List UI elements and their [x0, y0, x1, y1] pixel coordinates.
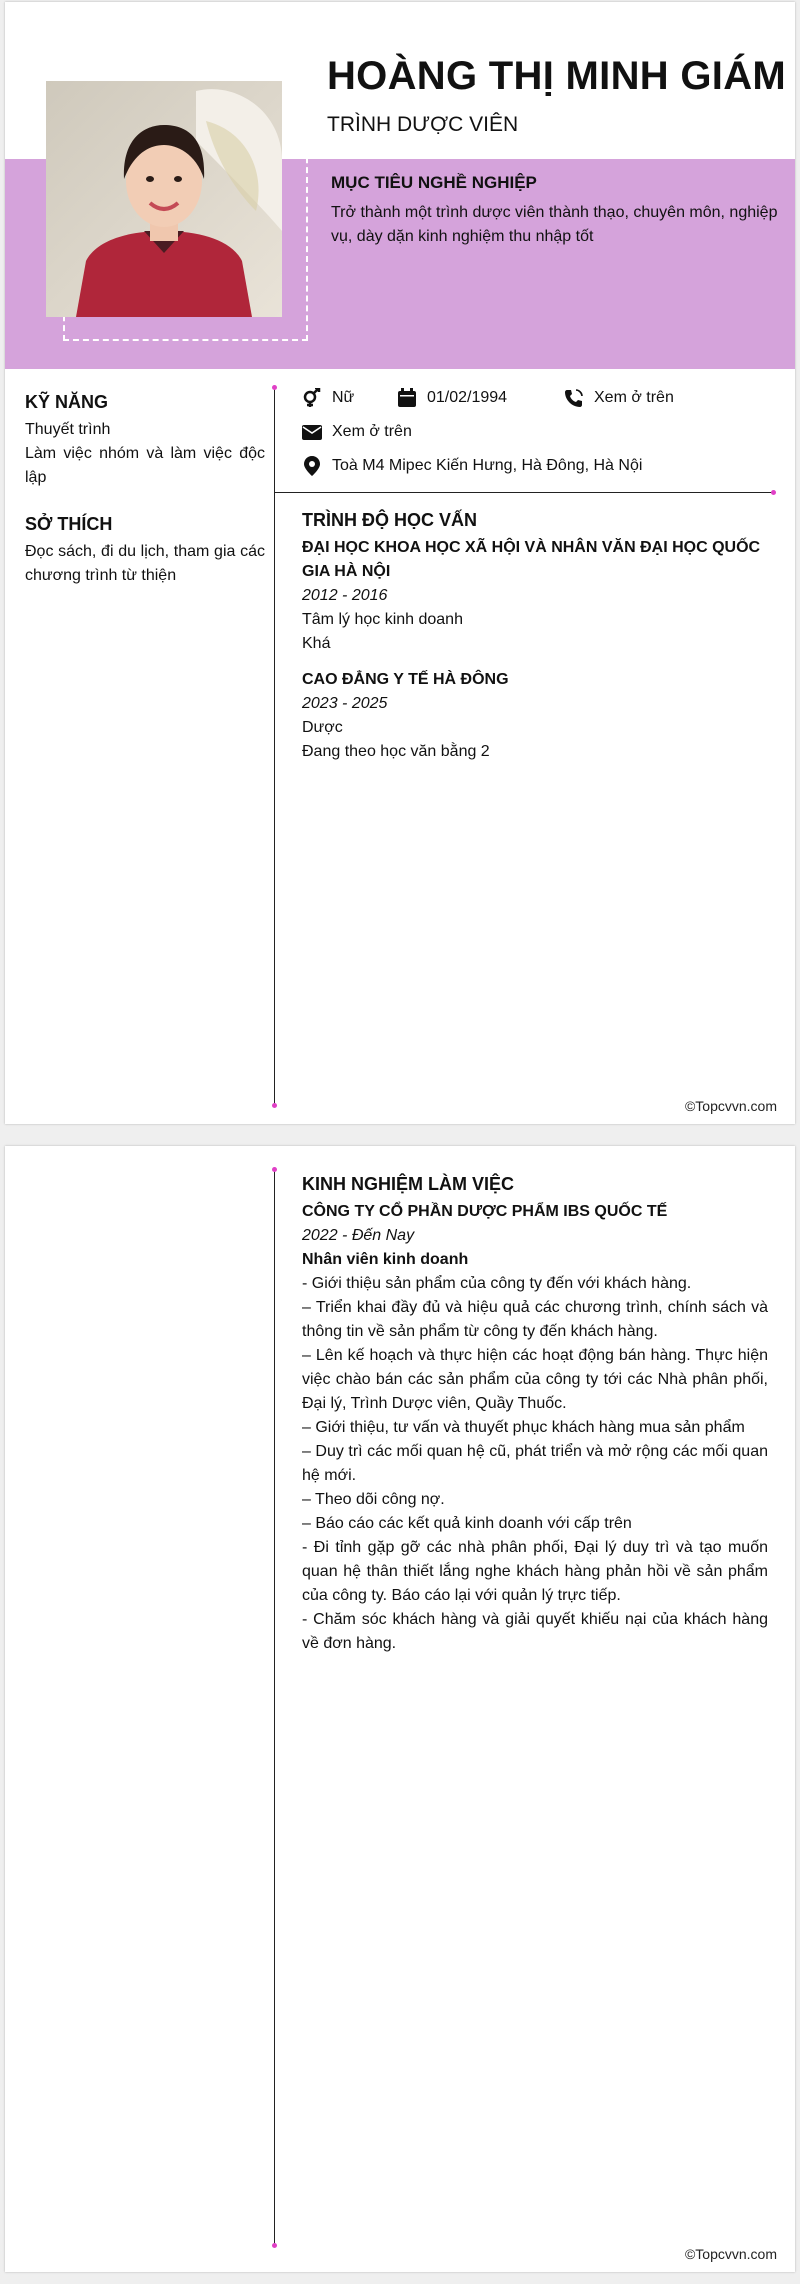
duty-item: – Giới thiệu, tư vấn và thuyết phục khách hàng mua sản phẩm	[302, 1419, 745, 1436]
school-major: Dược	[302, 719, 343, 736]
school-note: Đang theo học văn bằng 2	[302, 743, 490, 760]
duty-item: – Lên kế hoạch và thực hiện các hoạt động bán hàng. Thực hiện việc chào bán các sản phẩm của công ty tới các Nhà phân phối, Đại lý, Trình Dược viên, Quầy Thuốc.	[302, 1347, 768, 1412]
education-entry	[302, 668, 768, 764]
timeline-dot	[272, 2243, 277, 2248]
envelope-icon	[302, 422, 322, 442]
gender-text: Nữ	[332, 389, 355, 406]
job-period: 2022 - Đến Nay	[302, 1227, 415, 1244]
education-title: TRÌNH ĐỘ HỌC VẤN	[302, 510, 477, 530]
duty-item: – Báo cáo các kết quả kinh doanh với cấp trên	[302, 1515, 632, 1532]
skill-item: Thuyết trình	[25, 421, 111, 438]
experience-entry	[302, 1200, 768, 1656]
footer-credit: ©Topcvvn.com	[684, 1098, 777, 1114]
duty-item: - Giới thiệu sản phẩm của công ty đến với khách hàng.	[302, 1275, 692, 1292]
contact-phone	[564, 388, 674, 408]
candidate-name: HOÀNG THỊ MINH GIÁM	[327, 54, 787, 98]
school-note: Khá	[302, 635, 331, 652]
school-name: ĐẠI HỌC KHOA HỌC XÃ HỘI VÀ NHÂN VĂN ĐẠI HỌC QUỐC GIA HÀ NỘI	[302, 539, 761, 580]
school-period: 2012 - 2016	[302, 587, 388, 604]
contact-divider	[275, 492, 775, 493]
timeline-dot	[272, 1167, 277, 1172]
cv-page-1	[5, 2, 795, 1124]
divider-dot	[771, 490, 776, 495]
duty-item: – Duy trì các mối quan hệ cũ, phát triển và mở rộng các mối quan hệ mới.	[302, 1443, 768, 1484]
skills-title: KỸ NĂNG	[25, 392, 109, 412]
experience-title: KINH NGHIỆM LÀM VIỆC	[302, 1174, 515, 1194]
school-name: CAO ĐẲNG Y TẾ HÀ ĐÔNG	[302, 671, 509, 688]
timeline-line	[274, 388, 275, 1106]
duty-item: – Theo dõi công nợ.	[302, 1491, 445, 1508]
duty-item: - Chăm sóc khách hàng và giải quyết khiếu nại của khách hàng về đơn hàng.	[302, 1611, 768, 1652]
contact-birthday	[397, 388, 507, 408]
objective-title: MỤC TIÊU NGHỀ NGHIỆP	[331, 173, 537, 192]
timeline-dot	[272, 385, 277, 390]
email-text: Xem ở trên	[332, 423, 412, 440]
skills-list	[25, 418, 265, 490]
birthday-text: 01/02/1994	[427, 389, 508, 406]
timeline-line	[274, 1170, 275, 2246]
address-text: Toà M4 Mipec Kiến Hưng, Hà Đông, Hà Nội	[332, 457, 643, 474]
duty-item: - Đi tỉnh gặp gỡ các nhà phân phối, Đại lý duy trì và tạo muốn quan hệ thân thiết lắng nghe khách hàng phản hồi về sản phẩm của công ty. Báo cáo lại với quản lý trực tiếp.	[302, 1539, 768, 1604]
profile-photo	[46, 81, 282, 317]
phone-text: Xem ở trên	[594, 389, 674, 406]
cv-page-2	[5, 1146, 795, 2272]
hobbies-title: SỞ THÍCH	[25, 514, 113, 534]
contact-gender	[302, 388, 354, 408]
hobbies-text: Đọc sách, đi du lịch, tham gia các chương trình từ thiện	[25, 543, 265, 584]
company-name: CÔNG TY CỔ PHẦN DƯỢC PHẨM IBS QUỐC TẾ	[302, 1203, 668, 1220]
school-major: Tâm lý học kinh doanh	[302, 611, 463, 628]
school-period: 2023 - 2025	[302, 695, 388, 712]
timeline-dot	[272, 1103, 277, 1108]
gender-icon	[302, 388, 322, 408]
objective-text: Trở thành một trình dược viên thành thạo, chuyên môn, nghiệp vụ, dày dặn kinh nghiệm thu nhập tốt	[331, 204, 778, 245]
duty-item: – Triển khai đầy đủ và hiệu quả các chương trình, chính sách và thông tin về sản phẩm từ công ty đến khách hàng.	[302, 1299, 768, 1340]
skill-item: Làm việc nhóm và làm việc độc lập	[25, 445, 265, 486]
candidate-title: TRÌNH DƯỢC VIÊN	[327, 113, 519, 136]
job-role: Nhân viên kinh doanh	[302, 1251, 469, 1268]
job-duties	[302, 1272, 768, 1656]
phone-icon	[564, 388, 584, 408]
contact-email	[302, 422, 412, 442]
contact-address	[302, 456, 642, 476]
education-entry	[302, 536, 768, 656]
map-pin-icon	[302, 456, 322, 476]
footer-credit: ©Topcvvn.com	[684, 2246, 777, 2262]
calendar-icon	[397, 388, 417, 408]
